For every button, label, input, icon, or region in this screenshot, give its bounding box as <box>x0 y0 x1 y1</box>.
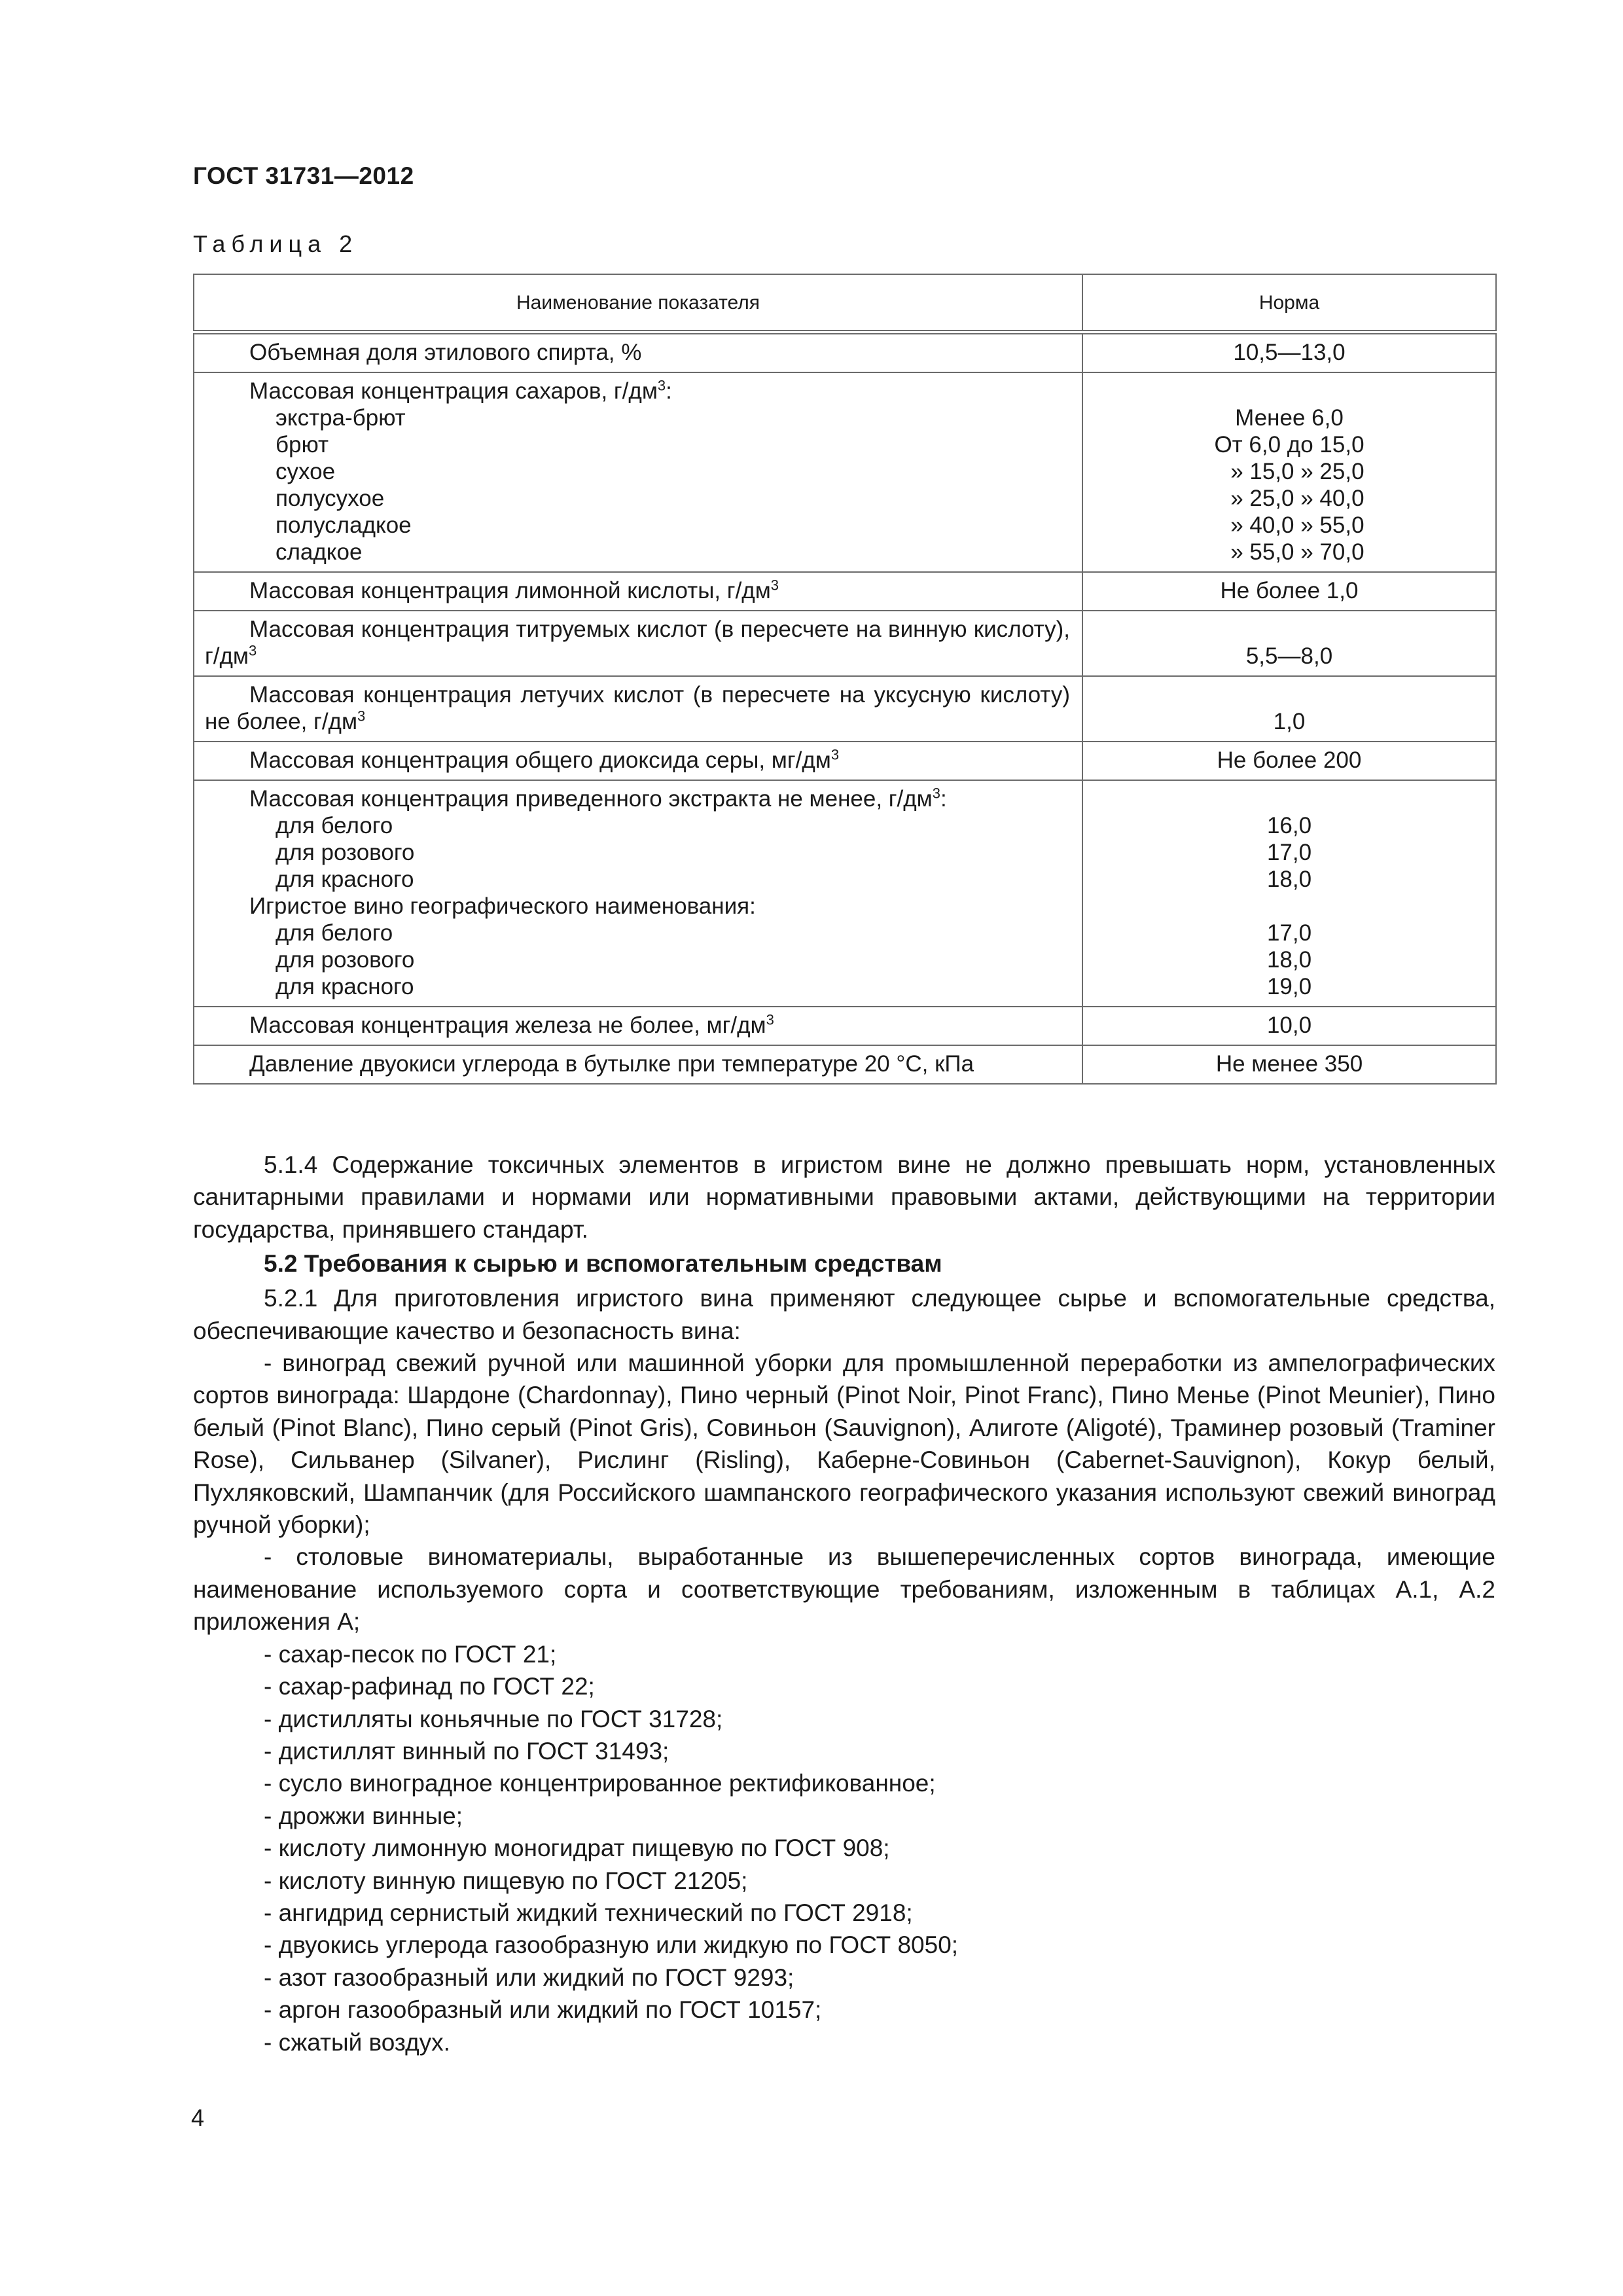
document-code: ГОСТ 31731—2012 <box>193 162 414 189</box>
table-row <box>194 742 1496 780</box>
sub-indicator: сладкое <box>276 539 363 565</box>
norm-value: 16,0 17,0 18,0 17,0 18,0 19,0 <box>1082 780 1496 1007</box>
table-header-row <box>194 274 1496 332</box>
indicator-title: Массовая концентрация сахаров, г/дм <box>249 378 658 404</box>
table-caption: Таблица 2 <box>193 230 359 257</box>
norm-value: 10,0 <box>1082 1007 1496 1045</box>
sub-indicator: экстра-брют <box>276 405 406 431</box>
materials-list <box>193 1347 1495 2058</box>
indicators-table <box>193 274 1497 1085</box>
sub-group-title: Игристое вино географического наименования: <box>249 893 756 919</box>
page-number: 4 <box>191 2104 205 2131</box>
clause-5-1-4: 5.1.4 Содержание токсичных элементов в игристом вине не должно превышать норм, установленных санитарными правилами и нормами или нормативными правовыми актами, действующими на территории государства, принявшего стандарт. <box>193 1151 1495 1243</box>
indicator-name: Массовая концентрация сахаров, $г/дм^3$: экстра-брют брют сухое полусухое полусладкое сладкое <box>194 372 1082 572</box>
indicator-name: Массовая концентрация общего диоксида серы, $мг/дм^3$ <box>194 742 1082 780</box>
list-item: - дистиллят винный по ГОСТ 31493; <box>264 1737 669 1765</box>
sub-indicator: для розового <box>276 840 415 865</box>
table-row <box>194 1045 1496 1084</box>
list-item: - виноград свежий ручной или машинной уборки для промышленной переработки из ампелографических сортов винограда: Шардоне (Chardonnay), Пино черный (Pinot Noir, Pinot Franc), Пино Менье (Pinot Meunier), Пино белый (Pinot Blanc), Пино серый (Pinot Gris), Совиньон (Sauvignon), Алиготе (Aligoté), Траминер розовый (Traminer Rose), Сильванер (Silvaner), Рислинг (Risling), Каберне-Совиньон (Cabernet-Sauvignon), Кокур белый, Пухляковский, Шампанчик (для Российского шампанского географического указания используют свежий виноград ручной уборки); <box>193 1350 1495 1539</box>
list-item: - азот газообразный или жидкий по ГОСТ 9293; <box>264 1964 794 1991</box>
body-text <box>193 1149 1495 2058</box>
norm-value: Не более 1,0 <box>1082 572 1496 611</box>
indicator-name: Массовая концентрация приведенного экстракта не менее, $г/дм^3$: для белого для розового для красного Игристое вино географического наименования: для белого для розового для красного <box>194 780 1082 1007</box>
list-item: - кислоту лимонную моногидрат пищевую по ГОСТ 908; <box>264 1835 890 1862</box>
list-item: - аргон газообразный или жидкий по ГОСТ 10157; <box>264 1996 822 2024</box>
norm-value: 10,5—13,0 <box>1082 332 1496 373</box>
list-item: - ангидрид сернистый жидкий технический по ГОСТ 2918; <box>264 1899 913 1926</box>
list-item: - двуокись углерода газообразную или жидкую по ГОСТ 8050; <box>264 1931 959 1959</box>
list-item: - дистилляты коньячные по ГОСТ 31728; <box>264 1705 723 1732</box>
table-row <box>194 572 1496 611</box>
list-item: - сахар-песок по ГОСТ 21; <box>264 1640 557 1668</box>
section-heading-5-2: 5.2 Требования к сырью и вспомогательным средствам <box>264 1250 942 1278</box>
sub-indicator: брют <box>276 432 329 457</box>
indicator-name: Массовая концентрация титруемых кислот (в пересчете на винную кислоту), $г/дм^3$ <box>194 611 1082 676</box>
list-item: - дрожжи винные; <box>264 1802 463 1829</box>
norm-value: Не менее 350 <box>1082 1045 1496 1084</box>
list-item: - столовые виноматериалы, выработанные из вышеперечисленных сортов винограда, имеющие наименование используемого сорта и соответствующие требованиям, изложенным в таблицах А.1, А.2 приложения А; <box>193 1543 1495 1636</box>
table-row <box>194 676 1496 742</box>
table-row <box>194 780 1496 1007</box>
list-item: - сахар-рафинад по ГОСТ 22; <box>264 1673 595 1700</box>
sub-indicator: для белого <box>276 920 393 946</box>
indicator-name: Объемная доля этилового спирта, % <box>194 332 1082 373</box>
sub-indicator: полусухое <box>276 486 385 511</box>
list-item: - кислоту винную пищевую по ГОСТ 21205; <box>264 1867 748 1894</box>
sub-indicator: сухое <box>276 459 336 484</box>
sub-indicator: для белого <box>276 813 393 838</box>
indicator-name: Массовая концентрация лимонной кислоты, $г/дм^3$ <box>194 572 1082 611</box>
table-row <box>194 1007 1496 1045</box>
table-row <box>194 332 1496 373</box>
norm-value: 5,5—8,0 <box>1082 611 1496 676</box>
norm-value: 1,0 <box>1082 676 1496 742</box>
indicator-name: Массовая концентрация летучих кислот (в пересчете на уксусную кислоту) не более, $г/дм^3$ <box>194 676 1082 742</box>
indicator-name: Массовая концентрация железа не более, $мг/дм^3$ <box>194 1007 1082 1045</box>
indicator-name: Давление двуокиси углерода в бутылке при температуре 20 °С, кПа <box>194 1045 1082 1084</box>
norm-value: Менее 6,0 От 6,0 до 15,0 » 15,0 » 25,0 » 25,0 » 40,0 » 40,0 » 55,0 » 55,0 » 70,0 <box>1082 372 1496 572</box>
column-header-norm: Норма <box>1082 274 1496 332</box>
table-row <box>194 372 1496 572</box>
clause-5-2-1: 5.2.1 Для приготовления игристого вина применяют следующее сырье и вспомогательные средства, обеспечивающие качество и безопасность вина: <box>193 1285 1495 1344</box>
column-header-indicator: Наименование показателя <box>194 274 1082 332</box>
sub-indicator: полусладкое <box>276 512 412 538</box>
list-item: - сжатый воздух. <box>264 2028 450 2056</box>
table-row <box>194 611 1496 676</box>
sub-indicator: для красного <box>276 867 414 892</box>
sub-indicator: для розового <box>276 947 415 973</box>
sub-indicator: для красного <box>276 974 414 999</box>
list-item: - сусло виноградное концентрированное ректификованное; <box>264 1770 936 1797</box>
norm-value: Не более 200 <box>1082 742 1496 780</box>
